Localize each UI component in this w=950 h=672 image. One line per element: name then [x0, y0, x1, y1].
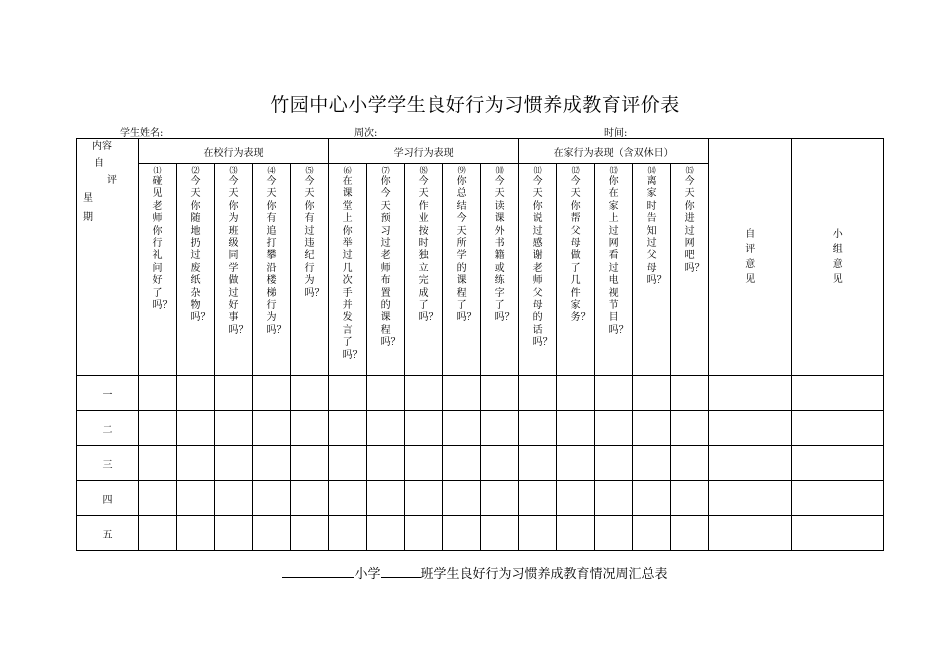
entry-cell[interactable]	[671, 411, 709, 446]
question-text: 今天读课外书籍或练字了吗？	[494, 176, 515, 324]
table-row	[77, 446, 884, 481]
school-blank	[282, 565, 354, 578]
entry-cell[interactable]	[481, 446, 519, 481]
question-text: 今天你随地扔过废纸杂物吗？	[190, 176, 211, 324]
entry-cell[interactable]	[253, 516, 291, 551]
entry-cell[interactable]	[291, 376, 329, 411]
entry-cell[interactable]	[291, 411, 329, 446]
question-number: ⑶	[229, 166, 238, 175]
entry-cell[interactable]	[367, 446, 405, 481]
entry-cell[interactable]	[139, 481, 177, 516]
day-label: 五	[77, 516, 139, 551]
entry-cell[interactable]	[792, 376, 884, 411]
entry-cell[interactable]	[481, 411, 519, 446]
question-header-14	[633, 164, 671, 376]
question-header-15	[671, 164, 709, 376]
question-number: ⑽	[495, 166, 504, 175]
question-text: 今天你说过感谢老师父母的话吗？	[532, 176, 553, 349]
entry-cell[interactable]	[291, 481, 329, 516]
entry-cell[interactable]	[367, 481, 405, 516]
question-header-2	[177, 164, 215, 376]
question-header-9	[443, 164, 481, 376]
question-number: ⑹	[343, 166, 352, 175]
class-blank	[381, 565, 421, 578]
entry-cell[interactable]	[405, 516, 443, 551]
question-header-3	[215, 164, 253, 376]
corner-xing: 星	[83, 193, 93, 204]
entry-cell[interactable]	[291, 446, 329, 481]
week-label: 周次:	[354, 128, 378, 139]
entry-cell[interactable]	[481, 376, 519, 411]
question-number: ⑼	[457, 166, 466, 175]
corner-content: 内容	[92, 141, 112, 152]
self-opinion-label: 自评意见	[745, 229, 756, 285]
entry-cell[interactable]	[481, 481, 519, 516]
entry-cell[interactable]	[671, 376, 709, 411]
entry-cell[interactable]	[329, 481, 367, 516]
category-home: 在家行为表现（含双休日）	[519, 139, 709, 164]
question-text: 今天你有过违纪行为吗？	[304, 176, 325, 299]
entry-cell[interactable]	[557, 411, 595, 446]
question-header-12	[557, 164, 595, 376]
entry-cell[interactable]	[633, 446, 671, 481]
table-row	[77, 376, 884, 411]
entry-cell[interactable]	[671, 516, 709, 551]
question-number: ⒂	[685, 166, 694, 175]
question-text: 在课堂上你举过几次手并发言了吗？	[342, 176, 363, 361]
entry-cell[interactable]	[291, 516, 329, 551]
entry-cell[interactable]	[633, 481, 671, 516]
question-header-10	[481, 164, 519, 376]
entry-cell[interactable]	[595, 481, 633, 516]
question-text: 今天你有追打攀沿楼梯行为吗？	[266, 176, 287, 336]
question-header-4	[253, 164, 291, 376]
question-text: 今天作业按时独立完成了吗？	[418, 176, 439, 324]
entry-cell[interactable]	[557, 446, 595, 481]
category-study: 学习行为表现	[329, 139, 519, 164]
entry-cell[interactable]	[671, 446, 709, 481]
entry-cell[interactable]	[177, 446, 215, 481]
entry-cell[interactable]	[367, 376, 405, 411]
question-text: 碰见老师你行礼问好了吗？	[152, 176, 173, 312]
group-opinion-header	[792, 139, 884, 376]
entry-cell[interactable]	[139, 446, 177, 481]
question-text: 你总结今天所学的课程了吗？	[456, 176, 477, 324]
entry-cell[interactable]	[557, 481, 595, 516]
entry-cell[interactable]	[405, 376, 443, 411]
evaluation-table	[76, 138, 884, 551]
footer-part2: 班学生良好行为习惯养成教育情况周汇总表	[420, 567, 668, 582]
question-text: 今天你为班级同学做过好事吗？	[228, 176, 249, 336]
entry-cell[interactable]	[139, 376, 177, 411]
question-header-13	[595, 164, 633, 376]
question-text: 你在家上过网看过电视节目吗？	[608, 176, 629, 336]
entry-cell[interactable]	[443, 446, 481, 481]
question-header-1	[139, 164, 177, 376]
entry-cell[interactable]	[443, 376, 481, 411]
entry-cell[interactable]	[633, 516, 671, 551]
entry-cell[interactable]	[792, 481, 884, 516]
entry-cell[interactable]	[443, 481, 481, 516]
entry-cell[interactable]	[253, 446, 291, 481]
entry-cell[interactable]	[595, 516, 633, 551]
time-label: 时间:	[604, 128, 628, 139]
question-header-8	[405, 164, 443, 376]
entry-cell[interactable]	[519, 446, 557, 481]
question-text: 今天你进过网吧吗？	[684, 176, 705, 274]
question-number: ⑵	[191, 166, 200, 175]
table-row	[77, 411, 884, 446]
entry-cell[interactable]	[792, 446, 884, 481]
question-number: ⒀	[609, 166, 618, 175]
entry-cell[interactable]	[443, 411, 481, 446]
student-name-label: 学生姓名:	[120, 128, 164, 139]
footer-part1: 小学	[354, 567, 381, 582]
entry-cell[interactable]	[557, 516, 595, 551]
question-number: ⑷	[267, 166, 276, 175]
entry-cell[interactable]	[709, 376, 792, 411]
entry-cell[interactable]	[215, 376, 253, 411]
day-label: 三	[77, 446, 139, 481]
entry-cell[interactable]	[709, 516, 792, 551]
entry-cell[interactable]	[709, 446, 792, 481]
question-number: ⑸	[305, 166, 314, 175]
entry-cell[interactable]	[367, 411, 405, 446]
footer-summary-title	[0, 563, 950, 582]
entry-cell[interactable]	[329, 376, 367, 411]
question-number: ⑴	[153, 166, 162, 175]
entry-cell[interactable]	[481, 516, 519, 551]
entry-cell[interactable]	[633, 411, 671, 446]
entry-cell[interactable]	[215, 411, 253, 446]
question-header-11	[519, 164, 557, 376]
entry-cell[interactable]	[519, 376, 557, 411]
question-text: 离家时告知过父母吗？	[646, 176, 667, 287]
entry-cell[interactable]	[177, 481, 215, 516]
entry-cell[interactable]	[139, 516, 177, 551]
entry-cell[interactable]	[595, 376, 633, 411]
category-row	[77, 139, 884, 164]
entry-cell[interactable]	[519, 411, 557, 446]
question-header-7	[367, 164, 405, 376]
question-header-6	[329, 164, 367, 376]
entry-cell[interactable]	[329, 411, 367, 446]
entry-cell[interactable]	[709, 481, 792, 516]
question-number: ⒁	[647, 166, 656, 175]
question-text: 今天你帮父母做了几件家务？	[570, 176, 591, 324]
question-header-5	[291, 164, 329, 376]
table-row	[77, 481, 884, 516]
question-number: ⑿	[571, 166, 580, 175]
day-label: 二	[77, 411, 139, 446]
entry-cell[interactable]	[595, 446, 633, 481]
entry-cell[interactable]	[215, 516, 253, 551]
entry-cell[interactable]	[139, 411, 177, 446]
entry-cell[interactable]	[519, 481, 557, 516]
entry-cell[interactable]	[215, 446, 253, 481]
question-number: ⑺	[381, 166, 390, 175]
self-opinion-header	[709, 139, 792, 376]
corner-zi: 自	[94, 158, 104, 169]
entry-cell[interactable]	[177, 376, 215, 411]
entry-cell[interactable]	[329, 516, 367, 551]
entry-cell[interactable]	[177, 411, 215, 446]
entry-cell[interactable]	[177, 516, 215, 551]
entry-cell[interactable]	[709, 411, 792, 446]
entry-cell[interactable]	[253, 376, 291, 411]
question-number: ⑻	[419, 166, 428, 175]
entry-cell[interactable]	[557, 376, 595, 411]
entry-cell[interactable]	[215, 481, 253, 516]
group-opinion-label: 小组意见	[832, 229, 843, 285]
entry-cell[interactable]	[367, 516, 405, 551]
entry-cell[interactable]	[253, 481, 291, 516]
entry-cell[interactable]	[519, 516, 557, 551]
corner-qi: 期	[83, 212, 93, 223]
category-school: 在校行为表现	[139, 139, 329, 164]
entry-cell[interactable]	[443, 516, 481, 551]
entry-cell[interactable]	[329, 446, 367, 481]
entry-cell[interactable]	[253, 411, 291, 446]
table-row	[77, 516, 884, 551]
corner-ping: 评	[107, 175, 117, 186]
entry-cell[interactable]	[405, 411, 443, 446]
entry-cell[interactable]	[633, 376, 671, 411]
page-title: 竹园中心小学学生良好行为习惯养成教育评价表	[270, 94, 680, 116]
question-number: ⑾	[533, 166, 542, 175]
corner-header	[77, 139, 139, 376]
day-label: 四	[77, 481, 139, 516]
entry-cell[interactable]	[792, 516, 884, 551]
entry-cell[interactable]	[595, 411, 633, 446]
question-text: 你今天预习过老师布置的课程吗？	[380, 176, 401, 349]
entry-cell[interactable]	[671, 481, 709, 516]
entry-cell[interactable]	[405, 446, 443, 481]
entry-cell[interactable]	[405, 481, 443, 516]
day-label: 一	[77, 376, 139, 411]
entry-cell[interactable]	[792, 411, 884, 446]
